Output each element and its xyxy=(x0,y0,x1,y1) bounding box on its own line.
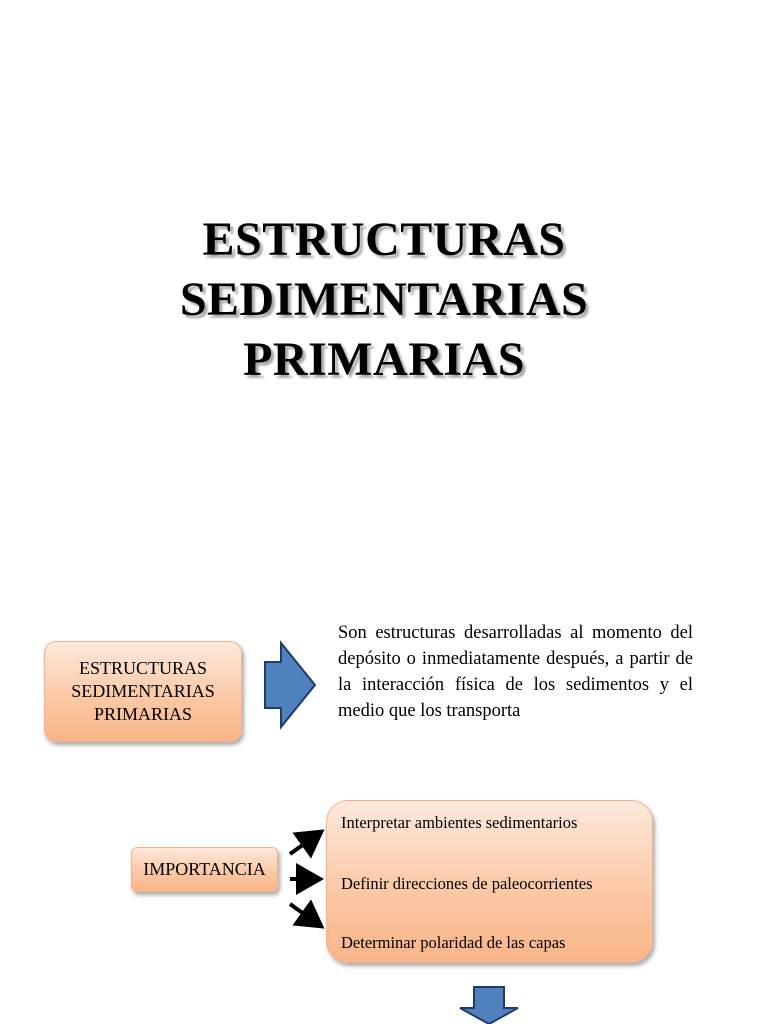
concept-line-1: ESTRUCTURAS xyxy=(78,658,208,678)
title-line-2: SEDIMENTARIAS xyxy=(179,273,589,326)
list-item: Definir direcciones de paleocorrientes xyxy=(341,874,593,893)
right-arrow-icon xyxy=(262,640,318,730)
title-line-1: ESTRUCTURAS xyxy=(202,213,566,266)
branch-arrows xyxy=(282,820,332,940)
page-title xyxy=(0,210,768,390)
importancia-label: IMPORTANCIA xyxy=(143,859,266,879)
arrow-down-icon xyxy=(290,904,318,924)
importance-list-box xyxy=(326,800,653,963)
concept-line-2: SEDIMENTARIAS xyxy=(71,681,215,701)
importancia-box xyxy=(131,847,278,892)
concept-box-text xyxy=(71,657,215,726)
list-item: Determinar polaridad de las capas xyxy=(341,933,566,952)
definition-text: Son estructuras desarrolladas al momento del depósito o inmediatamente después, a partir de la interacción física de los sedimentos y el medio que los transporta xyxy=(338,623,693,721)
concept-box xyxy=(44,641,242,742)
list-item: Interpretar ambientes sedimentarios xyxy=(341,813,578,832)
arrow-up-icon xyxy=(290,834,318,854)
title-line-3: PRIMARIAS xyxy=(243,333,525,386)
down-arrow-icon xyxy=(458,986,520,1024)
concept-line-3: PRIMARIAS xyxy=(93,704,193,724)
